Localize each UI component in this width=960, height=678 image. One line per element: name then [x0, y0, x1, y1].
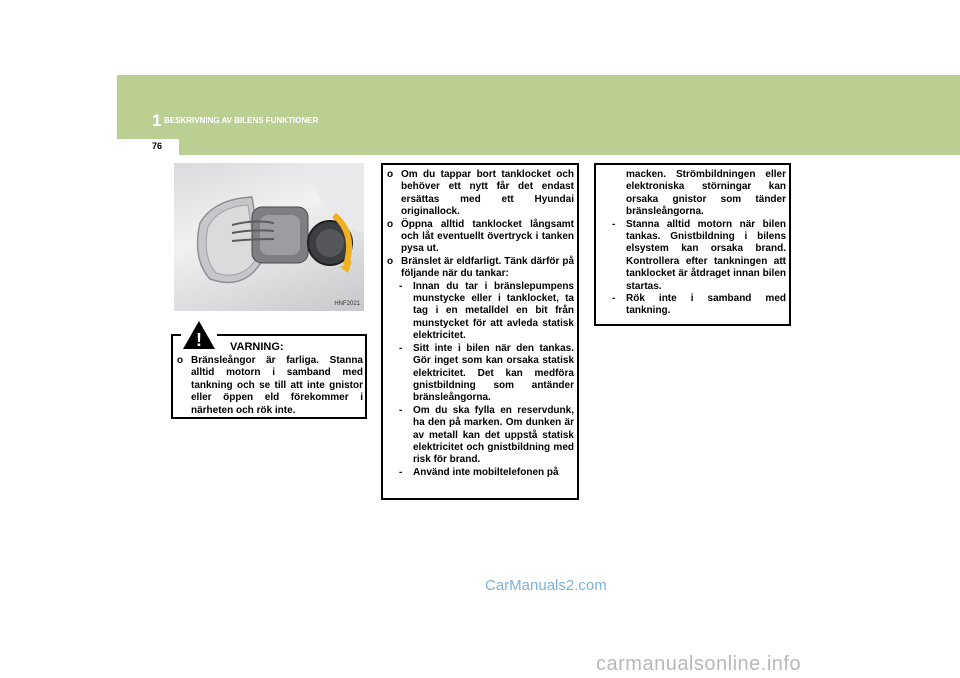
- warning-icon: [181, 319, 217, 351]
- continuation-paragraph: macken. Strömbildningen eller elektroniska störningar kan orsaka gnistor som tänder bränsleångorna.: [626, 169, 786, 218]
- figure-label: HNF2021: [334, 301, 360, 307]
- sub-list-item-text: Rök inte i samband med tankning.: [626, 293, 786, 317]
- column-3-text: [600, 169, 786, 318]
- list-item-text: Om du tappar bort tanklocket och behöver ett nytt får det endast ersättas med ett Hyundai originallock.: [401, 169, 574, 218]
- list-item-text: Öppna alltid tanklocket långsamt och låt eventuellt övertryck i tanken pysa ut.: [401, 218, 574, 255]
- bullet: -: [612, 218, 616, 230]
- chapter-number: 1: [152, 111, 162, 130]
- sub-list-item: [387, 281, 574, 343]
- sub-list-item: [387, 343, 574, 405]
- bullet: o: [177, 355, 184, 366]
- sub-list-item: [600, 293, 786, 318]
- watermark-link[interactable]: CarManuals2.com: [485, 577, 607, 594]
- warning-glyph: !: [196, 330, 202, 350]
- sub-list-item: [600, 219, 786, 293]
- sub-list-item-text: Innan du tar i bränslepumpens munstycke eller i tanklocket, ta tag i en metalldel en bit från munstycket för att avleda statisk elektricitet.: [413, 280, 574, 342]
- column-2-text: [387, 169, 574, 479]
- sub-list-item-text: Stanna alltid motorn när bilen tankas. Gnistbildning i bilens elsystem kan orsaka brand. Kontrollera efter tankningen att tanklocket är åtdraget innan bilen startas.: [626, 218, 786, 292]
- warning-text: [177, 355, 363, 417]
- page-number: 76: [152, 141, 163, 151]
- sub-list-item-text: Sitt inte i bilen när den tankas. Gör inget som kan orsaka statisk elektricitet. Det kan medföra gnistbildning som antänder bränsleångorna.: [413, 342, 574, 404]
- bullet: -: [612, 293, 616, 305]
- sub-list-item-text: Om du ska fylla en reservdunk, ha den på marken. Om dunken är av metall kan det uppstå statisk elektricitet och gnistbildning med risk för brand.: [413, 404, 574, 466]
- bullet: -: [399, 342, 403, 354]
- continuation-text: [600, 169, 786, 219]
- bullet: -: [399, 404, 403, 416]
- bullet: o: [387, 169, 394, 180]
- list-item: [387, 219, 574, 256]
- warning-title: VARNING:: [230, 341, 284, 353]
- sub-list-item: [387, 467, 574, 479]
- footer-url: carmanualsonline.info: [596, 653, 802, 675]
- bullet: o: [387, 218, 394, 230]
- sub-list-item: [387, 405, 574, 467]
- bullet: -: [399, 280, 403, 292]
- page-tab-band: [145, 139, 960, 155]
- bullet: -: [399, 466, 403, 478]
- bullet: o: [387, 255, 394, 267]
- warning-item: [177, 355, 363, 417]
- list-item-text: Bränslet är eldfarligt. Tänk därför på följande när du tankar:: [401, 255, 574, 280]
- warning-item-text: Bränsleångor är farliga. Stanna alltid motorn i samband med tankning och se till att inte gnistor eller öppen eld förekommer i närheten och rök inte.: [191, 355, 363, 416]
- chapter-title: BESKRIVNING AV BILENS FUNKTIONER: [164, 116, 319, 125]
- list-item: [387, 169, 574, 219]
- chapter-header-band: [117, 75, 960, 139]
- fuel-cap-photo: [174, 163, 364, 311]
- fuel-door-illustration: [174, 163, 364, 311]
- list-item: [387, 256, 574, 281]
- sub-list-item-text: Använd inte mobiltelefonen på: [413, 466, 559, 478]
